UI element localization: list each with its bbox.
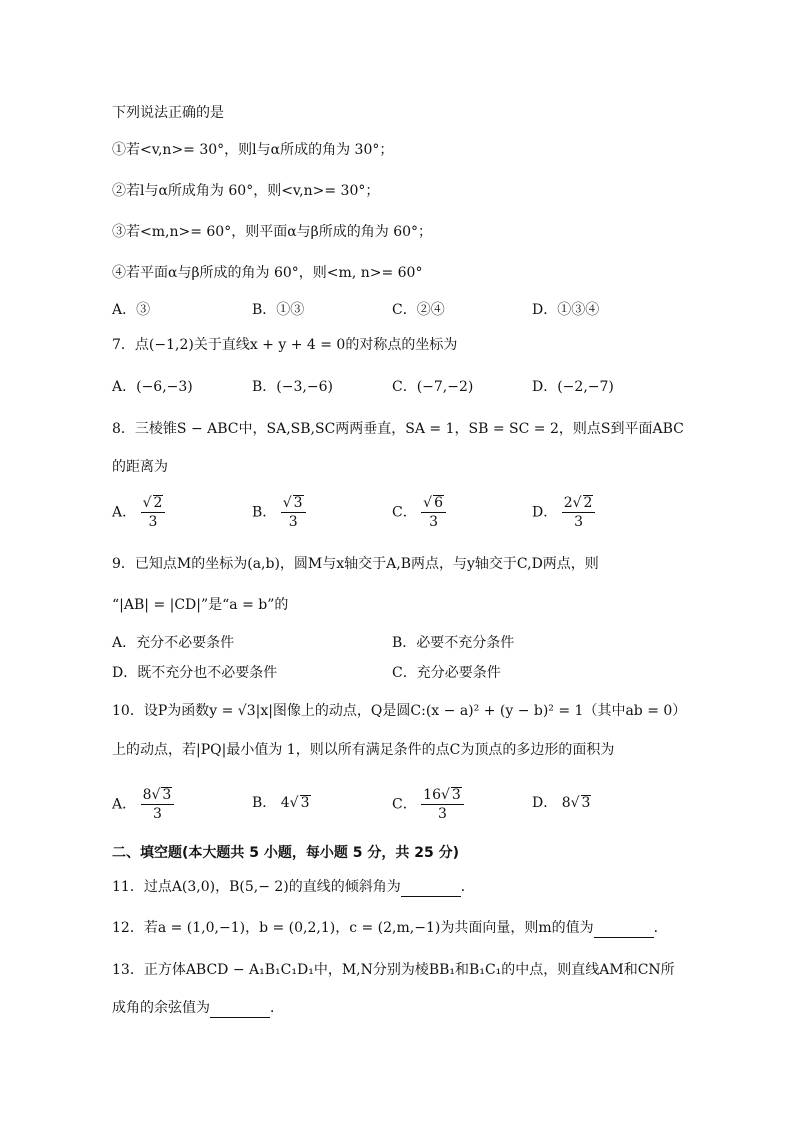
q10-fraction-a: $\frac{8√ 3}{3}$ [141,786,175,823]
q6-statement-1: ①若<v,n>= 30°，则l与α所成的角为 30°； [112,142,394,158]
q8-den-b: 3 [288,514,298,530]
q10-stem: 10．设P为函数y = √3|x|图像上的动点，Q是圆C:(x − a)² + (y − b)² = 1（其中ab = 0） [112,703,687,719]
q8-label-a: A． [112,504,137,521]
q6-option-a: A．③ [112,302,151,318]
q9-stem: 9．已知点M的坐标为(a,b)，圆M与x轴交于A,B两点，与y轴交于C,D两点，则 [112,556,599,572]
q8-den-a: 3 [148,514,158,530]
q9-option-a: A．充分不必要条件 [112,635,235,651]
q8-radicand-d: 2 [583,495,593,511]
q7-stem: 7．点(−1,2)关于直线x + y + 4 = 0的对称点的坐标为 [112,337,458,353]
q6-stem: 下列说法正确的是 [112,105,224,121]
q8-option-d [532,494,595,531]
q10-label-b: B． [252,795,277,811]
q8-den-d: 3 [574,514,584,530]
q10-option-b: B． 4√ 3 [252,795,310,811]
section-2-heading: 二、填空题(本大题共 5 小题，每小题 5 分，共 25 分) [112,845,460,861]
q8-fraction-b: $\frac{√ 3}{3}$ [281,494,306,531]
q9-option-d: D．既不充分也不必要条件 [112,665,278,681]
q11-answer-blank[interactable] [401,882,461,897]
q10-num-c: 16 [423,787,441,803]
q8-radicand-c: 6 [434,495,444,511]
q11-text: 11．过点A(3,0)，B(5,− 2)的直线的倾斜角为 [112,879,401,895]
q10-coef-b: 4 [280,795,290,811]
q9-stem-2: “|AB| = |CD|”是“a = b”的 [112,597,289,613]
q11-period: ． [460,879,475,895]
q6-option-c: C．②④ [392,302,445,318]
q11 [112,877,475,897]
q8-fraction-a: $\frac{√ 2}{3}$ [141,494,166,531]
q10-radicand-d: 3 [581,795,591,811]
q8-coef-d: 2 [563,495,573,511]
q10-option-d: D． 8√ 3 [532,795,591,811]
q7-option-d: D．(−2,−7) [532,379,614,395]
q8-radicand-b: 3 [293,495,303,511]
q10-stem-2: 上的动点，若|PQ|最小值为 1，则以所有满足条件的点C为顶点的多边形的面积为 [112,742,615,758]
q10-radicand-c: 3 [451,787,461,803]
q6-option-b: B．①③ [252,302,305,318]
q12-period: ． [653,920,668,936]
q6-statement-3: ③若<m,n>= 60°，则平面α与β所成的角为 60°； [112,224,433,240]
q7-option-b: B．(−3,−6) [252,379,333,395]
q8-den-c: 3 [429,514,439,530]
q8-option-c [392,494,446,531]
q13-period: ． [270,1000,284,1016]
q13-text: 成角的余弦值为 [112,1000,210,1016]
q10-coef-d: 8 [561,795,571,811]
q10-label-c: C． [392,796,417,813]
q8-label-b: B． [252,504,277,521]
q8-option-b [252,494,306,531]
q10-den-a: 3 [153,806,162,822]
q10-den-c: 3 [438,806,447,822]
q7-option-c: C．(−7,−2) [392,379,474,395]
q12-text: 12．若a = (1,0,−1)，b = (0,2,1)，c = (2,m,−1)为共面向量，则m的值为 [112,920,594,936]
q8-label-d: D． [532,504,558,521]
q10-radicand-a: 3 [162,787,172,803]
q8-radicand-a: 2 [153,495,163,511]
q10-fraction-c: $\frac{16√ 3}{3}$ [421,786,464,823]
q9-option-c: C．充分必要条件 [392,665,501,681]
q8-fraction-d: $\frac{2√ 2}{3}$ [562,494,596,531]
q9-option-b: B．必要不充分条件 [392,635,515,651]
q10-option-c [392,786,464,823]
q6-statement-4: ④若平面α与β所成的角为 60°，则<m, n>= 60° [112,265,423,281]
q8-fraction-c: $\frac{√ 6}{3}$ [421,494,446,531]
q10-radicand-b: 3 [300,795,310,811]
q10-option-a [112,786,174,823]
q8-stem: 8．三棱锥S − ABC中，SA,SB,SC两两垂直，SA = 1，SB = SC = 2，则点S到平面ABC [112,421,684,437]
q8-option-a [112,494,165,531]
q12-answer-blank[interactable] [594,923,654,938]
q13-line-2 [112,998,284,1018]
q8-stem-2: 的距离为 [112,459,168,475]
q8-label-c: C． [392,504,417,521]
q10-label-a: A． [112,796,137,813]
q12 [112,918,668,938]
q6-statement-2: ②若l与α所成角为 60°，则<v,n>= 30°； [112,183,380,199]
q10-label-d: D． [532,795,558,811]
q13-answer-blank[interactable] [210,1003,270,1018]
q7-option-a: A．(−6,−3) [112,379,193,395]
q10-num-a: 8 [142,787,152,803]
q6-option-d: D．①③④ [532,302,600,318]
q13: 13．正方体ABCD − A₁B₁C₁D₁中，M,N分别为棱BB₁和B₁C₁的中点，则直线AM和CN所 [112,962,675,978]
